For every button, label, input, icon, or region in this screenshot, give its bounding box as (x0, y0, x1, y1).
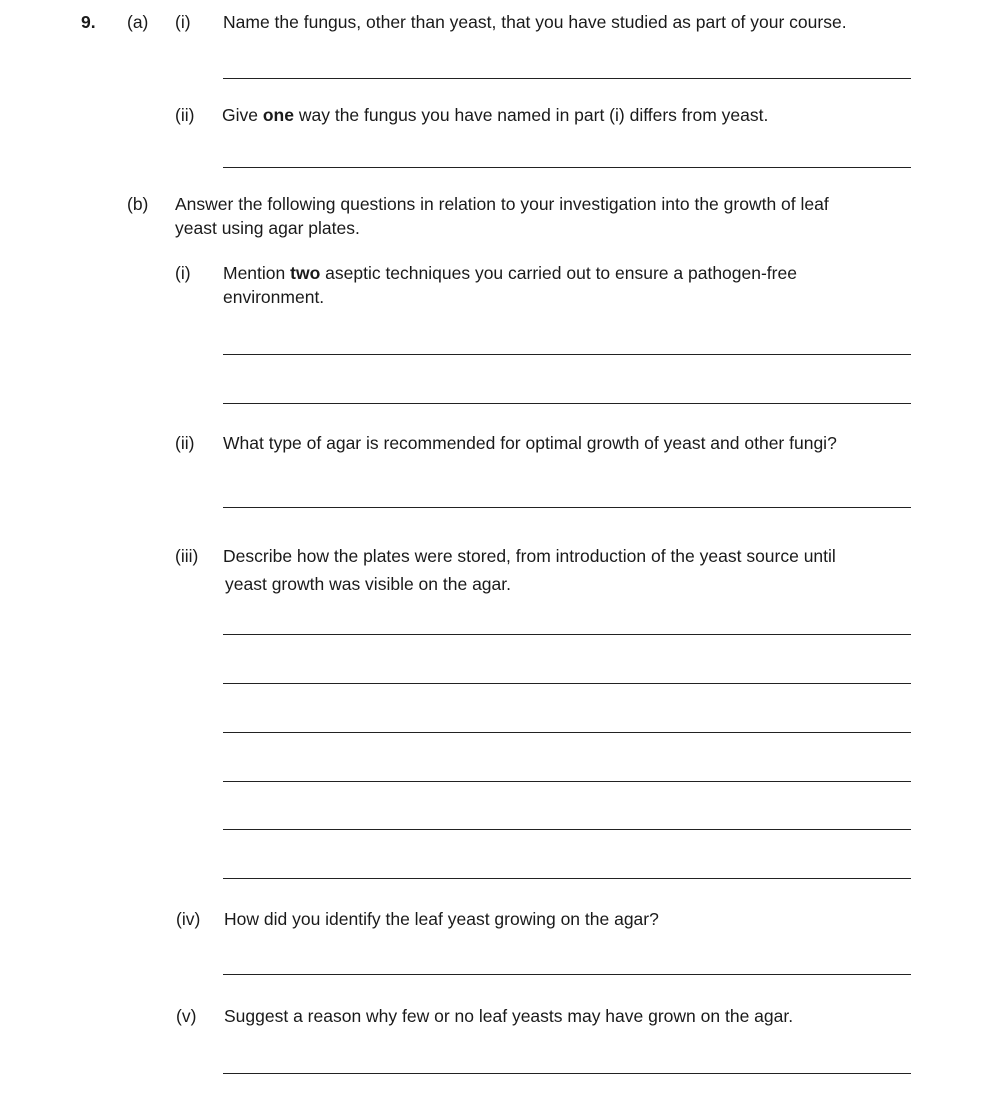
part-a-i-question: Name the fungus, other than yeast, that you have studied as part of your course. (223, 12, 847, 32)
part-b-intro-line1: Answer the following questions in relation to your investigation into the growth of leaf (175, 194, 829, 214)
emphasis-two: two (290, 263, 321, 283)
answer-line-b-ii[interactable] (223, 507, 911, 508)
answer-line-b-i-2[interactable] (223, 403, 911, 404)
part-b-iv-label: (iv) (176, 909, 201, 929)
part-b-i-question-line1: Mention two aseptic techniques you carried out to ensure a pathogen-free (223, 263, 797, 283)
part-a-i-label: (i) (175, 12, 191, 32)
answer-line-b-iii-1[interactable] (223, 634, 911, 635)
answer-line-b-iii-5[interactable] (223, 829, 911, 830)
part-a-ii-question: Give one way the fungus you have named in part (i) differs from yeast. (222, 105, 769, 125)
answer-line-a-i[interactable] (223, 78, 911, 79)
part-b-intro-line2: yeast using agar plates. (175, 218, 360, 238)
part-a-label: (a) (127, 12, 149, 32)
answer-line-b-iii-2[interactable] (223, 683, 911, 684)
part-b-ii-question: What type of agar is recommended for optimal growth of yeast and other fungi? (223, 433, 837, 453)
answer-line-b-i-1[interactable] (223, 354, 911, 355)
part-a-ii-label: (ii) (175, 105, 195, 125)
question-number: 9. (81, 12, 96, 32)
part-b-v-question: Suggest a reason why few or no leaf yeasts may have grown on the agar. (224, 1006, 794, 1026)
part-b-iii-question-line2: yeast growth was visible on the agar. (225, 574, 511, 594)
part-b-ii-label: (ii) (175, 433, 195, 453)
answer-line-b-iii-4[interactable] (223, 781, 911, 782)
emphasis-one: one (262, 105, 294, 125)
part-b-i-label: (i) (175, 263, 191, 283)
part-b-iii-label: (iii) (175, 546, 199, 566)
answer-line-b-iv[interactable] (223, 974, 911, 975)
answer-line-b-iii-6[interactable] (223, 878, 911, 879)
part-b-iii-question-line1: Describe how the plates were stored, from introduction of the yeast source until (223, 546, 836, 566)
part-b-iv-question: How did you identify the leaf yeast growing on the agar? (224, 909, 659, 929)
part-b-v-label: (v) (176, 1006, 197, 1026)
answer-line-b-iii-3[interactable] (223, 732, 911, 733)
part-b-i-question-line2: environment. (223, 287, 325, 307)
part-b-label: (b) (127, 194, 149, 214)
answer-line-a-ii[interactable] (223, 167, 911, 168)
answer-line-b-v[interactable] (223, 1073, 911, 1074)
